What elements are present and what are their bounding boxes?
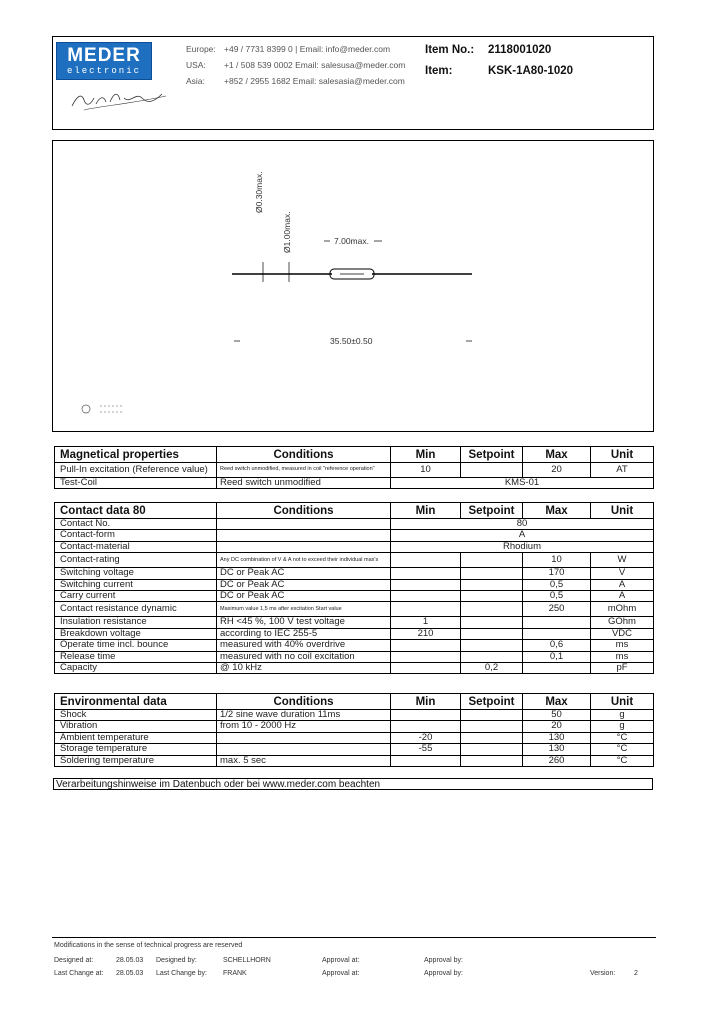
designed-at-value: 28.05.03 <box>116 957 144 964</box>
last-change-at-value: 28.05.03 <box>116 970 144 977</box>
row-name: Operate time incl. bounce <box>55 640 217 651</box>
table-row <box>55 628 654 639</box>
col-header: Unit <box>591 694 654 710</box>
item-value: KSK-1A80-1020 <box>488 65 574 77</box>
row-unit: °C <box>591 732 654 743</box>
row-name: Test-Coil <box>55 478 217 489</box>
last-change-at-label: Last Change at: <box>54 970 104 977</box>
last-change-by-value: FRANK <box>223 970 247 977</box>
row-setpoint <box>461 744 523 755</box>
table-header-row <box>55 503 654 519</box>
row-name: Breakdown voltage <box>55 628 217 639</box>
approval-at-label: Approval at: <box>322 957 360 964</box>
row-name: Switching current <box>55 579 217 590</box>
col-header: Max <box>523 447 591 463</box>
row-condition: Reed switch unmodified, measured in coil "reference operation" <box>217 463 391 478</box>
row-min: 1 <box>391 617 461 628</box>
dim-total-length: 35.50±0.50 <box>330 336 373 346</box>
col-header: Conditions <box>217 447 391 463</box>
col-header: Setpoint <box>461 694 523 710</box>
row-min <box>391 553 461 568</box>
row-max: 130 <box>523 732 591 743</box>
row-name: Capacity <box>55 663 217 674</box>
row-max <box>523 663 591 674</box>
row-max: 0,5 <box>523 591 591 602</box>
row-unit: ms <box>591 640 654 651</box>
row-min: 10 <box>391 463 461 478</box>
col-header: Conditions <box>217 694 391 710</box>
row-unit: mOhm <box>591 602 654 617</box>
row-max: 0,6 <box>523 640 591 651</box>
row-unit: pF <box>591 663 654 674</box>
col-header: Setpoint <box>461 447 523 463</box>
row-condition <box>217 519 391 530</box>
table-row <box>55 755 654 766</box>
row-condition: from 10 - 2000 Hz <box>217 721 391 732</box>
row-condition: Reed switch unmodified <box>217 478 391 489</box>
row-condition: DC or Peak AC <box>217 579 391 590</box>
row-min <box>391 602 461 617</box>
table-row <box>55 732 654 743</box>
table-row <box>55 519 654 530</box>
row-condition <box>217 732 391 743</box>
row-min <box>391 663 461 674</box>
approval-by-label-2: Approval by: <box>424 970 463 977</box>
table-header-row <box>55 447 654 463</box>
table-row <box>55 651 654 662</box>
reed-switch-drawing <box>52 140 652 430</box>
row-setpoint <box>461 617 523 628</box>
row-min: -20 <box>391 732 461 743</box>
processing-note: Verarbeitungshinweise im Datenbuch oder bei www.meder.com beachten <box>53 778 653 790</box>
logo-subtitle: electronic <box>66 66 141 76</box>
row-condition <box>217 541 391 552</box>
table-row <box>55 579 654 590</box>
row-unit: °C <box>591 744 654 755</box>
col-header: Min <box>391 694 461 710</box>
col-header: Max <box>523 503 591 519</box>
dim-glass-diameter: Ø1.00max. <box>282 211 292 253</box>
row-condition: DC or Peak AC <box>217 591 391 602</box>
row-min <box>391 721 461 732</box>
footer-disclaimer: Modifications in the sense of technical progress are reserved <box>54 942 243 949</box>
row-max: 0,1 <box>523 651 591 662</box>
row-name: Ambient temperature <box>55 732 217 743</box>
row-condition <box>217 530 391 541</box>
row-name: Release time <box>55 651 217 662</box>
table-row <box>55 617 654 628</box>
version-label: Version: <box>590 970 616 977</box>
col-header: Setpoint <box>461 503 523 519</box>
row-min: 210 <box>391 628 461 639</box>
footer-divider <box>52 937 656 938</box>
row-setpoint <box>461 602 523 617</box>
col-header: Unit <box>591 503 654 519</box>
row-condition: according to IEC 255-5 <box>217 628 391 639</box>
row-condition: DC or Peak AC <box>217 568 391 579</box>
col-header: Max <box>523 694 591 710</box>
row-min <box>391 640 461 651</box>
col-header: Contact data 80 <box>55 503 217 519</box>
row-condition: 1/2 sine wave duration 11ms <box>217 710 391 721</box>
row-condition: max. 5 sec <box>217 755 391 766</box>
row-name: Soldering temperature <box>55 755 217 766</box>
meder-logo <box>56 42 152 80</box>
table-row <box>55 710 654 721</box>
row-name: Contact-material <box>55 541 217 552</box>
table-row <box>55 721 654 732</box>
row-max: 20 <box>523 721 591 732</box>
col-header: Magnetical properties <box>55 447 217 463</box>
row-name: Contact-form <box>55 530 217 541</box>
row-setpoint <box>461 721 523 732</box>
row-setpoint <box>461 591 523 602</box>
row-merged-value: Rhodium <box>391 541 654 552</box>
row-setpoint <box>461 732 523 743</box>
row-min <box>391 579 461 590</box>
row-merged-value: KMS-01 <box>391 478 654 489</box>
row-min <box>391 568 461 579</box>
row-min <box>391 710 461 721</box>
row-max: 260 <box>523 755 591 766</box>
row-max: 10 <box>523 553 591 568</box>
row-unit: A <box>591 591 654 602</box>
row-unit: °C <box>591 755 654 766</box>
col-header: Unit <box>591 447 654 463</box>
item-no-value: 2118001020 <box>488 44 552 56</box>
tagline-signature <box>70 86 170 114</box>
row-setpoint: 0,2 <box>461 663 523 674</box>
row-name: Contact resistance dynamic <box>55 602 217 617</box>
table-row <box>55 663 654 674</box>
row-max: 20 <box>523 463 591 478</box>
row-unit: GOhm <box>591 617 654 628</box>
row-unit: A <box>591 579 654 590</box>
table-row <box>55 640 654 651</box>
row-name: Vibration <box>55 721 217 732</box>
row-merged-value: A <box>391 530 654 541</box>
row-setpoint <box>461 568 523 579</box>
row-setpoint <box>461 651 523 662</box>
row-name: Contact No. <box>55 519 217 530</box>
approval-at-label-2: Approval at: <box>322 970 360 977</box>
contact-data-table <box>54 502 654 674</box>
dim-wire-diameter: Ø0.30max. <box>254 171 264 213</box>
row-max: 0,5 <box>523 579 591 590</box>
row-setpoint <box>461 463 523 478</box>
row-max: 170 <box>523 568 591 579</box>
environmental-data-table <box>54 693 654 767</box>
table-row <box>55 591 654 602</box>
row-condition: measured with 40% overdrive <box>217 640 391 651</box>
table-row <box>55 541 654 552</box>
row-min: -55 <box>391 744 461 755</box>
row-merged-value: 80 <box>391 519 654 530</box>
row-condition: Maximum value 1,5 ms after excitation Start value <box>217 602 391 617</box>
row-unit: VDC <box>591 628 654 639</box>
table-row <box>55 553 654 568</box>
row-name: Insulation resistance <box>55 617 217 628</box>
designed-by-value: SCHELLHORN <box>223 957 271 964</box>
row-name: Contact-rating <box>55 553 217 568</box>
contact-europe: Europe: +49 / 7731 8399 0 | Email: info@meder.com <box>186 44 391 54</box>
row-max: 250 <box>523 602 591 617</box>
row-unit: g <box>591 710 654 721</box>
row-condition: @ 10 kHz <box>217 663 391 674</box>
row-min <box>391 651 461 662</box>
last-change-by-label: Last Change by: <box>156 970 207 977</box>
contact-usa: USA: +1 / 508 539 0002 Email: salesusa@meder.com <box>186 60 406 70</box>
row-max <box>523 628 591 639</box>
row-min <box>391 755 461 766</box>
row-max: 130 <box>523 744 591 755</box>
row-name: Pull-In excitation (Reference value) <box>55 463 217 478</box>
item-label: Item: <box>425 65 453 77</box>
col-header: Min <box>391 447 461 463</box>
col-header: Conditions <box>217 503 391 519</box>
row-setpoint <box>461 553 523 568</box>
magnetic-properties-table <box>54 446 654 489</box>
row-max <box>523 617 591 628</box>
table-row <box>55 744 654 755</box>
row-condition: RH <45 %, 100 V test voltage <box>217 617 391 628</box>
row-unit: g <box>591 721 654 732</box>
dim-glass-length: 7.00max. <box>334 236 369 246</box>
table-header-row <box>55 694 654 710</box>
table-row <box>55 530 654 541</box>
version-value: 2 <box>634 970 638 977</box>
row-name: Switching voltage <box>55 568 217 579</box>
table-row <box>55 568 654 579</box>
row-name: Shock <box>55 710 217 721</box>
row-setpoint <box>461 628 523 639</box>
row-min <box>391 591 461 602</box>
row-name: Storage temperature <box>55 744 217 755</box>
row-setpoint <box>461 710 523 721</box>
designed-at-label: Designed at: <box>54 957 94 964</box>
row-unit: AT <box>591 463 654 478</box>
table-row <box>55 463 654 478</box>
row-setpoint <box>461 755 523 766</box>
logo-wordmark: MEDER <box>67 45 141 66</box>
table-row <box>55 602 654 617</box>
row-condition: measured with no coil excitation <box>217 651 391 662</box>
contact-asia: Asia: +852 / 2955 1682 Email: salesasia@meder.com <box>186 76 405 86</box>
row-unit: ms <box>591 651 654 662</box>
row-unit: W <box>591 553 654 568</box>
row-setpoint <box>461 579 523 590</box>
col-header: Min <box>391 503 461 519</box>
row-unit: V <box>591 568 654 579</box>
table-row <box>55 478 654 489</box>
approval-by-label: Approval by: <box>424 957 463 964</box>
row-max: 50 <box>523 710 591 721</box>
row-setpoint <box>461 640 523 651</box>
row-condition: Any DC combination of V & A not to exceed their individual max's <box>217 553 391 568</box>
item-no-label: Item No.: <box>425 44 475 56</box>
col-header: Environmental data <box>55 694 217 710</box>
row-name: Carry current <box>55 591 217 602</box>
designed-by-label: Designed by: <box>156 957 197 964</box>
row-condition <box>217 744 391 755</box>
